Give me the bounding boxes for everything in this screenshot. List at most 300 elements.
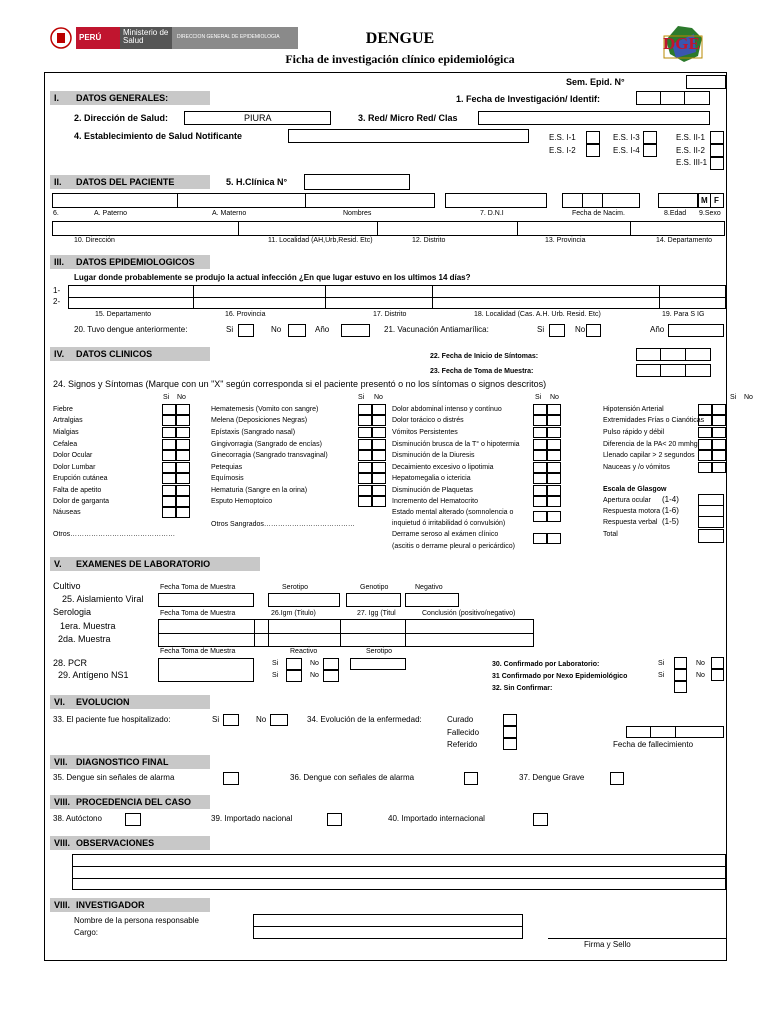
col2-no: No bbox=[374, 394, 383, 401]
epi-localidad-label: 18. Localidad (Cas. A.H. Urb. Resid. Etc) bbox=[474, 311, 601, 318]
glasgow-motora: Respuesta motora bbox=[603, 508, 661, 515]
vacunacion-si-box[interactable] bbox=[549, 324, 565, 337]
nacim-mm[interactable] bbox=[582, 193, 603, 208]
ns1-si-label: Si bbox=[272, 672, 279, 679]
symptom-label: Dolor de garganta bbox=[53, 498, 110, 505]
symptom-label: Dolor Lumbar bbox=[53, 464, 96, 471]
glasgow-total: Total bbox=[603, 531, 618, 538]
symptom-no-box[interactable] bbox=[176, 507, 190, 518]
fallecido-box[interactable] bbox=[503, 726, 517, 738]
aislamiento-negativo[interactable] bbox=[405, 593, 459, 607]
nacim-dd[interactable] bbox=[562, 193, 583, 208]
symptom-si-box[interactable] bbox=[162, 415, 176, 426]
sin-confirmar-label: 32. Sin Confirmar: bbox=[492, 685, 553, 692]
symptom-no-box[interactable] bbox=[712, 450, 726, 461]
dni-label: 7. D.N.I bbox=[480, 210, 504, 217]
symptom-no-box[interactable] bbox=[176, 404, 190, 415]
symptom-si-box[interactable] bbox=[358, 496, 372, 507]
symptom-si-box[interactable] bbox=[533, 415, 547, 426]
pcr-no-box[interactable] bbox=[323, 658, 339, 670]
curado-label: Curado bbox=[447, 715, 474, 724]
symptom-si-box[interactable] bbox=[162, 439, 176, 450]
col2-si: Si bbox=[358, 394, 365, 401]
nombres-field[interactable] bbox=[305, 193, 435, 208]
symptom-label: Equímosis bbox=[211, 475, 244, 482]
provincia-label: 13. Provincia bbox=[545, 237, 586, 244]
symptom-label: Erupción cutánea bbox=[53, 475, 108, 482]
col3-si: Si bbox=[535, 394, 542, 401]
symptom-no-box[interactable] bbox=[372, 439, 386, 450]
hosp-si-box[interactable] bbox=[223, 714, 239, 726]
symptom-label: Mialgias bbox=[53, 429, 79, 436]
symptom-si-box[interactable] bbox=[358, 415, 372, 426]
dengue-anterior-no-box[interactable] bbox=[288, 324, 306, 337]
dengue-con-alarma-label: 36. Dengue con señales de alarma bbox=[290, 773, 415, 782]
epi-provincia-label: 16. Provincia bbox=[225, 311, 266, 318]
epi-departamento-label: 15. Departamento bbox=[95, 311, 152, 318]
symptom-si-box[interactable] bbox=[533, 511, 547, 522]
item-6-label: 6. bbox=[53, 210, 59, 217]
fallecido-label: Fallecido bbox=[447, 728, 480, 737]
muestra1-label: 1era. Muestra bbox=[60, 621, 116, 631]
symptom-label: Dolor abdominal intenso y contínuo bbox=[392, 406, 502, 413]
establecimiento-field[interactable] bbox=[288, 129, 529, 143]
cultivo-serotipo-header: Serotipo bbox=[282, 584, 309, 591]
symptom-label: Ginecorragia (Sangrado transvaginal) bbox=[211, 452, 328, 459]
symptom-no-box[interactable] bbox=[712, 427, 726, 438]
page-title: DENGUE bbox=[365, 30, 435, 47]
fecha-inicio-dd[interactable] bbox=[636, 348, 661, 361]
section-datos-paciente: II. DATOS DEL PACIENTE bbox=[50, 175, 210, 189]
col4-si: Si bbox=[730, 394, 737, 401]
fecha-fallecimiento-yy[interactable] bbox=[675, 726, 724, 738]
symptom-no-box[interactable] bbox=[547, 462, 561, 473]
symptom-label: Fiebre bbox=[53, 406, 73, 413]
dengue-anterior-si-box[interactable] bbox=[238, 324, 254, 337]
pcr-serotipo-header: Serotipo bbox=[366, 648, 393, 655]
pcr-si-label: Si bbox=[272, 660, 279, 667]
vacunacion-anio-field[interactable] bbox=[668, 324, 724, 337]
symptom-no-box[interactable] bbox=[547, 439, 561, 450]
glasgow-title: Escala de Glasgow bbox=[603, 486, 667, 493]
conf-lab-no-label: No bbox=[696, 660, 705, 667]
direccion-label: 10. Dirección bbox=[74, 237, 115, 244]
section-procedencia: VIII. PROCEDENCIA DEL CASO bbox=[50, 795, 210, 809]
sexo-m-label: M bbox=[701, 196, 708, 205]
muestra2-label: 2da. Muestra bbox=[58, 634, 111, 644]
establecimiento-label: 4. Establecimiento de Salud Notificante bbox=[74, 131, 243, 141]
dengue-anterior-si-label: Si bbox=[226, 325, 234, 334]
symptom-no-box[interactable] bbox=[547, 415, 561, 426]
symptom-label: Disminución de Plaquetas bbox=[392, 487, 473, 494]
symptom-no-box[interactable] bbox=[712, 439, 726, 450]
symptom-label: Gingivorragia (Sangrado de encías) bbox=[211, 441, 322, 448]
serologia-label: Serologia bbox=[53, 607, 92, 617]
ns1-si-box[interactable] bbox=[286, 670, 302, 682]
cultivo-fecha-header: Fecha Toma de Muestra bbox=[160, 584, 236, 591]
dni-field[interactable] bbox=[445, 193, 547, 208]
departamento-label: 14. Departamento bbox=[656, 237, 713, 244]
symptom-no-box[interactable] bbox=[176, 450, 190, 461]
red-label: 3. Red/ Micro Red/ Clas bbox=[358, 113, 458, 123]
glasgow-total-box[interactable] bbox=[698, 529, 724, 543]
hosp-no-label: No bbox=[256, 715, 267, 724]
section-datos-clinicos: IV. DATOS CLINICOS bbox=[50, 347, 210, 361]
sexo-f-label: F bbox=[714, 196, 719, 205]
vacunacion-no-label: No bbox=[575, 325, 586, 334]
symptom-label: Dolor torácico o distrés bbox=[392, 417, 464, 424]
historia-clinica-label: 5. H.Clínica N° bbox=[226, 177, 288, 187]
dengue-anterior-anio-field[interactable] bbox=[341, 324, 370, 337]
symptom-si-box[interactable] bbox=[358, 427, 372, 438]
symptom-no-box[interactable] bbox=[372, 427, 386, 438]
nombres-label: Nombres bbox=[343, 210, 372, 217]
direccion-salud-value: PIURA bbox=[244, 113, 272, 123]
hosp-no-box[interactable] bbox=[270, 714, 288, 726]
paterno-label: A. Paterno bbox=[94, 210, 128, 217]
ns1-no-box[interactable] bbox=[323, 670, 339, 682]
dengue-con-alarma-box[interactable] bbox=[464, 772, 478, 785]
localidad-field[interactable] bbox=[238, 221, 378, 236]
direccion-field[interactable] bbox=[52, 221, 239, 236]
sin-confirmar-box[interactable] bbox=[674, 681, 687, 693]
fecha-investigacion-dd[interactable] bbox=[636, 91, 661, 105]
symptom-no-box[interactable] bbox=[712, 415, 726, 426]
es-i4-box[interactable] bbox=[643, 144, 657, 157]
symptom-no-box[interactable] bbox=[176, 439, 190, 450]
nacim-yy[interactable] bbox=[602, 193, 640, 208]
materno-label: A. Materno bbox=[212, 210, 247, 217]
vacunacion-no-box[interactable] bbox=[586, 324, 601, 337]
symptom-no-box[interactable] bbox=[372, 462, 386, 473]
confirmado-lab-label: 30. Confirmado por Laboratorio: bbox=[492, 661, 600, 668]
symptom-si-box[interactable] bbox=[698, 462, 712, 473]
symptom-no-box[interactable] bbox=[176, 462, 190, 473]
dengue-anterior-anio-label: Año bbox=[315, 325, 330, 334]
es-iii1-box[interactable] bbox=[710, 157, 724, 170]
symptom-no-box[interactable] bbox=[372, 404, 386, 415]
glasgow-ocular: Apertura ocular bbox=[603, 497, 651, 504]
distrito-label: 12. Distrito bbox=[412, 237, 446, 244]
section-examenes: V. EXAMENES DE LABORATORIO bbox=[50, 557, 260, 571]
pcr-si-box[interactable] bbox=[286, 658, 302, 670]
otros-sangrados-label: Otros Sangrados………………………………… bbox=[211, 521, 355, 528]
aislamiento-fecha[interactable] bbox=[158, 593, 254, 607]
confirmado-nexo-label: 31 Confirmado por Nexo Epidemiológico bbox=[492, 673, 628, 680]
symptom-no-box[interactable] bbox=[176, 473, 190, 484]
vacunacion-si-label: Si bbox=[537, 325, 545, 334]
es-ii2-label: E.S. II-2 bbox=[676, 146, 705, 155]
fecha-toma-mm[interactable] bbox=[660, 364, 686, 377]
col1-no: No bbox=[177, 394, 186, 401]
logo-office: DIRECCION GENERAL DE EPIDEMIOLOGIA bbox=[177, 34, 280, 40]
hosp-si-label: Si bbox=[212, 715, 220, 724]
symptom-si-box[interactable] bbox=[358, 473, 372, 484]
symptom-no-box[interactable] bbox=[712, 404, 726, 415]
symptom-label: Extremidades Frías o Cianóticas bbox=[603, 417, 705, 424]
symptom-label: Decaimiento excesivo o lipotimia bbox=[392, 464, 494, 471]
serologia-igm-header: 26.Igm (Titulo) bbox=[271, 610, 316, 617]
pcr-reactivo-header: Reactivo bbox=[290, 648, 318, 655]
aislamiento-genotipo[interactable] bbox=[346, 593, 401, 607]
es-i1-label: E.S. I-1 bbox=[549, 133, 576, 142]
symptom-label: Incremento del Hematocrito bbox=[392, 498, 478, 505]
symptom-si-box[interactable] bbox=[698, 415, 712, 426]
aislamiento-serotipo[interactable] bbox=[268, 593, 340, 607]
cultivo-negativo-header: Negativo bbox=[415, 584, 443, 591]
symptom-label: Artralgias bbox=[53, 417, 83, 424]
es-i3-box[interactable] bbox=[643, 131, 657, 144]
symptom-si-box[interactable] bbox=[162, 485, 176, 496]
serologia-igg-header: 27. Igg (Titul bbox=[357, 610, 396, 617]
symptom-si-box[interactable] bbox=[698, 450, 712, 461]
symptom-label: Pulso rápido y débil bbox=[603, 429, 665, 436]
symptom-no-box[interactable] bbox=[176, 485, 190, 496]
aislamiento-label: 25. Aislamiento Viral bbox=[62, 594, 144, 604]
symptom-label: Llenado capilar > 2 segundos bbox=[603, 452, 695, 459]
cargo-field[interactable] bbox=[253, 926, 523, 939]
fecha-toma-yy[interactable] bbox=[685, 364, 711, 377]
symptom-label: Nauceas y /o vómitos bbox=[603, 464, 670, 471]
direccion-salud-label: 2. Dirección de Salud: bbox=[74, 113, 169, 123]
fecha-inicio-sintomas-label: 22. Fecha de Inicio de Síntomas: bbox=[430, 353, 539, 360]
symptom-label: Náuseas bbox=[53, 509, 81, 516]
section-observaciones: VIII. OBSERVACIONES bbox=[50, 836, 210, 850]
glasgow-verbal: Respuesta verbal bbox=[603, 519, 658, 526]
symptom-no-box[interactable] bbox=[712, 462, 726, 473]
symptom-no-box[interactable] bbox=[547, 404, 561, 415]
fecha-fallecimiento-mm[interactable] bbox=[650, 726, 676, 738]
symptom-label: Disminución de la Diuresis bbox=[392, 452, 475, 459]
vacunacion-label: 21. Vacunación Antiamarílica: bbox=[384, 325, 489, 334]
es-ii1-label: E.S. II-1 bbox=[676, 133, 705, 142]
symptom-si-box[interactable] bbox=[162, 496, 176, 507]
conf-lab-si-box[interactable] bbox=[674, 657, 687, 669]
symptom-label: Hipotensión Arterial bbox=[603, 406, 664, 413]
historia-clinica-field[interactable] bbox=[304, 174, 410, 190]
symptom-no-box[interactable] bbox=[547, 485, 561, 496]
epi-distrito-label: 17. Distrito bbox=[373, 311, 407, 318]
dengue-sin-alarma-label: 35. Dengue sin señales de alarma bbox=[53, 773, 175, 782]
sem-epid-label: Sem. Epid. N° bbox=[566, 77, 625, 87]
autoctono-label: 38. Autóctono bbox=[53, 814, 102, 823]
conf-nexo-no-label: No bbox=[696, 672, 705, 679]
referido-box[interactable] bbox=[503, 738, 517, 750]
symptom-si-box[interactable] bbox=[358, 462, 372, 473]
pcr-serotipo-field[interactable] bbox=[350, 658, 406, 670]
symptom-no-box[interactable] bbox=[547, 533, 561, 544]
symptom-no-box[interactable] bbox=[372, 473, 386, 484]
edad-field[interactable] bbox=[658, 193, 698, 208]
ns1-no-label: No bbox=[310, 672, 319, 679]
symptom-si-box[interactable] bbox=[698, 427, 712, 438]
importado-internacional-box[interactable] bbox=[533, 813, 548, 826]
curado-box[interactable] bbox=[503, 714, 517, 726]
sem-epid-field[interactable] bbox=[686, 75, 726, 89]
es-i1-box[interactable] bbox=[586, 131, 600, 144]
symptom-no-box[interactable] bbox=[372, 496, 386, 507]
es-i4-label: E.S. I-4 bbox=[613, 146, 640, 155]
page-subtitle: Ficha de investigación clínico epidemiológica bbox=[285, 52, 515, 66]
symptom-si-box[interactable] bbox=[358, 439, 372, 450]
glasgow-verbal-box[interactable] bbox=[698, 516, 724, 528]
red-field[interactable] bbox=[478, 111, 710, 125]
symptom-no-box[interactable] bbox=[547, 473, 561, 484]
symptom-no-box[interactable] bbox=[372, 485, 386, 496]
dengue-anterior-no-label: No bbox=[271, 325, 282, 334]
symptom-si-box[interactable] bbox=[698, 439, 712, 450]
symptom-label: Derrame seroso al exámen clínico bbox=[392, 531, 499, 538]
localidad-label: 11. Localidad (AH,Urb,Resid. Etc) bbox=[268, 237, 373, 244]
symptom-si-box[interactable] bbox=[698, 404, 712, 415]
paterno-field[interactable] bbox=[52, 193, 178, 208]
fecha-inicio-mm[interactable] bbox=[660, 348, 686, 361]
fecha-investigacion-label: 1. Fecha de Investigación/ Identif: bbox=[456, 94, 601, 104]
symptom-si-box[interactable] bbox=[358, 450, 372, 461]
observaciones-field[interactable] bbox=[72, 854, 726, 890]
referido-label: Referido bbox=[447, 740, 478, 749]
symptom-si-box[interactable] bbox=[162, 462, 176, 473]
symptom-label: Petequias bbox=[211, 464, 243, 471]
col3-no: No bbox=[550, 394, 559, 401]
symptom-si-box[interactable] bbox=[533, 439, 547, 450]
symptom-label: Hematuria (Sangre en la orina) bbox=[211, 487, 308, 494]
glasgow-verbal-range: (1-5) bbox=[662, 517, 679, 526]
fecha-investigacion-mm[interactable] bbox=[660, 91, 685, 105]
conf-nexo-si-box[interactable] bbox=[674, 669, 687, 681]
firma-label: Firma y Sello bbox=[584, 940, 631, 949]
symptom-no-box[interactable] bbox=[547, 496, 561, 507]
symptom-si-box[interactable] bbox=[533, 450, 547, 461]
symptom-si-box[interactable] bbox=[162, 507, 176, 518]
symptom-label: Vómitos Persistentes bbox=[392, 429, 458, 436]
glasgow-ocular-range: (1-4) bbox=[662, 495, 679, 504]
edad-label: 8.Edad bbox=[664, 210, 687, 217]
materno-field[interactable] bbox=[177, 193, 306, 208]
symptom-si-box[interactable] bbox=[358, 404, 372, 415]
symptom-no-box[interactable] bbox=[176, 415, 190, 426]
symptom-no-box[interactable] bbox=[372, 450, 386, 461]
fecha-investigacion-yy[interactable] bbox=[684, 91, 710, 105]
symptom-label: Hepatomegalia o ictericia bbox=[392, 475, 471, 482]
logo-ministry: Ministerio de Salud bbox=[123, 28, 169, 45]
dengue-anterior-label: 20. Tuvo dengue anteriormente: bbox=[74, 325, 188, 334]
cargo-label: Cargo: bbox=[74, 928, 99, 937]
conf-lab-si-label: Si bbox=[658, 660, 665, 667]
es-i2-box[interactable] bbox=[586, 144, 600, 157]
col1-si: Si bbox=[163, 394, 170, 401]
es-ii1-box[interactable] bbox=[710, 131, 724, 144]
hospitalizado-label: 33. El paciente fue hospitalizado: bbox=[53, 715, 171, 724]
symptom-no-box[interactable] bbox=[176, 427, 190, 438]
es-ii2-box[interactable] bbox=[710, 144, 724, 157]
conf-nexo-si-label: Si bbox=[658, 672, 665, 679]
symptom-label: Diferencia de la PA< 20 mmhg bbox=[603, 441, 698, 448]
dge-logo bbox=[658, 22, 708, 66]
symptom-si-box[interactable] bbox=[162, 427, 176, 438]
autoctono-box[interactable] bbox=[125, 813, 141, 826]
symptom-si-box[interactable] bbox=[533, 462, 547, 473]
symptom-si-box[interactable] bbox=[358, 485, 372, 496]
symptom-label: (ascitis o derrame pleural o pericárdico) bbox=[392, 543, 515, 550]
cultivo-label: Cultivo bbox=[53, 581, 81, 591]
conf-lab-no-box[interactable] bbox=[711, 657, 724, 669]
es-i2-label: E.S. I-2 bbox=[549, 146, 576, 155]
firma-line bbox=[548, 938, 726, 939]
symptom-si-box[interactable] bbox=[533, 496, 547, 507]
distrito-field[interactable] bbox=[377, 221, 518, 236]
otros-label: Otros……………………………………… bbox=[53, 531, 176, 538]
symptom-si-box[interactable] bbox=[533, 485, 547, 496]
symptom-no-box[interactable] bbox=[547, 450, 561, 461]
section-evolucion: VI. EVOLUCION bbox=[50, 695, 210, 709]
responsable-label: Nombre de la persona responsable bbox=[74, 916, 199, 925]
fecha-toma-dd[interactable] bbox=[636, 364, 661, 377]
lugar-infeccion-question: Lugar donde probablemente se produjo la actual infección ¿En que lugar estuvo en los ultimos 14 días? bbox=[74, 273, 471, 282]
glasgow-motora-range: (1-6) bbox=[662, 506, 679, 515]
symptom-no-box[interactable] bbox=[176, 496, 190, 507]
importado-nacional-label: 39. Importado nacional bbox=[211, 814, 293, 823]
importado-nacional-box[interactable] bbox=[327, 813, 342, 826]
symptom-label: Melena (Deposiciones Negras) bbox=[211, 417, 308, 424]
row-2-label: 2- bbox=[53, 297, 61, 306]
dengue-sin-alarma-box[interactable] bbox=[223, 772, 239, 785]
symptom-label: Esputo Hemoptoico bbox=[211, 498, 273, 505]
symptom-label: Estado mental alterado (somnolencia o bbox=[392, 509, 514, 516]
symptom-si-box[interactable] bbox=[162, 450, 176, 461]
symptom-si-box[interactable] bbox=[533, 427, 547, 438]
row-1-label: 1- bbox=[53, 286, 61, 295]
symptom-label: inquietud ó irritabilidad ó convulsión) bbox=[392, 520, 506, 527]
logo-country: PERÚ bbox=[79, 33, 102, 42]
symptom-no-box[interactable] bbox=[547, 511, 561, 522]
symptom-si-box[interactable] bbox=[162, 404, 176, 415]
symptom-no-box[interactable] bbox=[547, 427, 561, 438]
pcr-fecha[interactable] bbox=[158, 658, 254, 682]
fecha-fallecimiento-dd[interactable] bbox=[626, 726, 651, 738]
peru-shield-icon bbox=[50, 27, 72, 49]
symptom-label: Falta de apetito bbox=[53, 487, 102, 494]
symptom-label: Disminución brusca de la T° o hipotermia bbox=[392, 441, 520, 448]
serologia-conclusion-header: Conclusión (positivo/negativo) bbox=[422, 610, 516, 617]
epi-sig-label: 19. Para S IG bbox=[662, 311, 705, 318]
symptom-label: Dolor Ocular bbox=[53, 452, 93, 459]
dengue-grave-box[interactable] bbox=[610, 772, 624, 785]
pcr-no-label: No bbox=[310, 660, 319, 667]
cultivo-genotipo-header: Genotipo bbox=[360, 584, 389, 591]
symptom-si-box[interactable] bbox=[533, 404, 547, 415]
ministry-logo bbox=[50, 27, 298, 49]
dengue-grave-label: 37. Dengue Grave bbox=[519, 773, 585, 782]
symptom-si-box[interactable] bbox=[533, 473, 547, 484]
signos-sintomas-instruction: 24. Signos y Síntomas (Marque con un "X" según corresponda si el paciente presentó o no los síntomas o signos descritos) bbox=[53, 379, 547, 389]
vacunacion-anio-label: Año bbox=[650, 325, 665, 334]
symptom-label: Hematemesis (Vomito con sangre) bbox=[211, 406, 319, 413]
provincia-field[interactable] bbox=[517, 221, 631, 236]
section-datos-generales: I. DATOS GENERALES: bbox=[50, 91, 210, 105]
departamento-field[interactable] bbox=[630, 221, 725, 236]
symptom-si-box[interactable] bbox=[533, 533, 547, 544]
importado-internacional-label: 40. Importado internacional bbox=[388, 814, 485, 823]
pcr-label: 28. PCR bbox=[53, 658, 88, 668]
fecha-toma-muestra-label: 23. Fecha de Toma de Muestra: bbox=[430, 368, 534, 375]
conf-nexo-no-box[interactable] bbox=[711, 669, 724, 681]
dge-logo-text: DGE bbox=[663, 34, 700, 53]
pcr-fecha-header: Fecha Toma de Muestra bbox=[160, 648, 236, 655]
fecha-inicio-yy[interactable] bbox=[685, 348, 711, 361]
symptom-si-box[interactable] bbox=[162, 473, 176, 484]
symptom-no-box[interactable] bbox=[372, 415, 386, 426]
